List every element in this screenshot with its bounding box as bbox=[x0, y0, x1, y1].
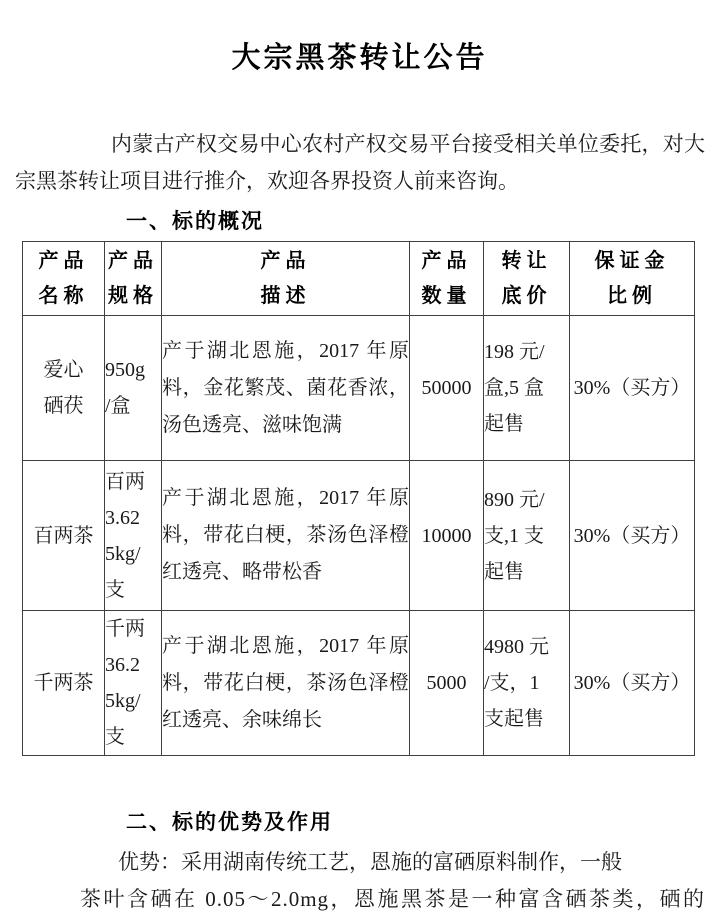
page-title: 大宗黑茶转让公告 bbox=[231, 42, 488, 74]
product-quantity-cell: 10000 bbox=[410, 461, 484, 611]
cell-line: 5kg/ bbox=[105, 690, 141, 712]
cell-line: 百两 bbox=[105, 470, 145, 493]
cell-line: 3.62 bbox=[105, 506, 140, 529]
cell-line: 36.2 bbox=[105, 654, 140, 676]
header-line: 规格 bbox=[108, 284, 158, 307]
header-line: 产品 bbox=[38, 249, 89, 272]
product-description-cell: 产于湖北恩施，2017 年原料，带花白梗，茶汤色泽橙红透亮、略带松香 bbox=[162, 461, 410, 611]
advantage-line: 茶叶含硒在 0.05～2.0mg，恩施黑茶是一种富含硒茶类，硒的 bbox=[80, 887, 705, 911]
cell-line: 支,1 支 bbox=[484, 524, 544, 547]
cell-line: 千两茶 bbox=[33, 672, 94, 694]
cell-line: 5kg/ bbox=[105, 542, 141, 565]
header-deposit-ratio bbox=[570, 242, 695, 316]
product-row bbox=[23, 316, 695, 461]
header-line: 比例 bbox=[607, 284, 657, 307]
header-product-spec bbox=[105, 242, 162, 316]
product-spec-cell bbox=[105, 316, 162, 461]
header-product-description bbox=[162, 242, 410, 316]
header-line: 产品 bbox=[260, 249, 311, 272]
transfer-price-cell bbox=[484, 316, 570, 461]
product-name-cell bbox=[23, 316, 105, 461]
header-line: 保证金 bbox=[594, 249, 670, 272]
product-row bbox=[23, 611, 695, 756]
header-product-quantity bbox=[410, 242, 484, 316]
products-table bbox=[22, 241, 695, 756]
advantage-line: 优势：采用湖南传统工艺，恩施的富硒原料制作，一般 bbox=[118, 850, 622, 874]
product-spec-cell bbox=[105, 461, 162, 611]
section-heading-overview: 一、标的概况 bbox=[126, 210, 264, 233]
cell-line: 硒茯 bbox=[43, 395, 84, 417]
product-row bbox=[23, 461, 695, 611]
header-line: 名称 bbox=[38, 284, 89, 307]
cell-line: 890 元/ bbox=[484, 488, 545, 511]
product-description-cell: 产于湖北恩施，2017 年原料，金花繁茂、菌花香浓，汤色透亮、滋味饱满 bbox=[162, 316, 410, 461]
cell-line: 起售 bbox=[484, 413, 524, 435]
advantage-paragraph bbox=[0, 844, 719, 918]
deposit-ratio-cell: 30%（买方） bbox=[570, 461, 695, 611]
header-transfer-price bbox=[484, 242, 570, 316]
intro-line: 内蒙古产权交易中心农村产权交易平台接受相关单位委托，对大 bbox=[111, 132, 705, 156]
cell-line: 百两茶 bbox=[33, 524, 94, 547]
header-line: 描述 bbox=[260, 284, 311, 307]
cell-line: 盒,5 盒 bbox=[484, 377, 544, 399]
header-product-name bbox=[23, 242, 105, 316]
product-name-cell bbox=[23, 461, 105, 611]
transfer-price-cell bbox=[484, 611, 570, 756]
cell-line: 198 元/ bbox=[484, 341, 545, 363]
deposit-ratio-cell: 30%（买方） bbox=[570, 316, 695, 461]
cell-line: 起售 bbox=[484, 560, 524, 583]
intro-paragraph bbox=[15, 126, 705, 200]
product-quantity-cell: 50000 bbox=[410, 316, 484, 461]
cell-line: 支 bbox=[105, 726, 125, 748]
header-line: 底价 bbox=[501, 284, 552, 307]
cell-line: 支 bbox=[105, 578, 125, 601]
cell-line: /支，1 bbox=[484, 672, 540, 694]
intro-line: 宗黑茶转让项目进行推介，欢迎各界投资人前来咨询。 bbox=[15, 169, 519, 193]
product-name-cell bbox=[23, 611, 105, 756]
header-line: 转让 bbox=[501, 249, 552, 272]
cell-line: 4980 元 bbox=[484, 636, 549, 658]
cell-line: 950g bbox=[105, 359, 145, 381]
header-line: 数量 bbox=[421, 284, 472, 307]
header-line: 产品 bbox=[108, 249, 158, 272]
product-spec-cell bbox=[105, 611, 162, 756]
cell-line: 爱心 bbox=[43, 359, 84, 381]
product-quantity-cell: 5000 bbox=[410, 611, 484, 756]
transfer-price-cell bbox=[484, 461, 570, 611]
product-description-cell: 产于湖北恩施，2017 年原料，带花白梗，茶汤色泽橙红透亮、余味绵长 bbox=[162, 611, 410, 756]
header-line: 产品 bbox=[421, 249, 472, 272]
cell-line: 支起售 bbox=[484, 708, 544, 730]
deposit-ratio-cell: 30%（买方） bbox=[570, 611, 695, 756]
section-heading-advantage: 二、标的优势及作用 bbox=[126, 811, 333, 834]
cell-line: /盒 bbox=[105, 395, 131, 417]
cell-line: 千两 bbox=[105, 618, 145, 640]
table-header-row bbox=[23, 242, 695, 316]
